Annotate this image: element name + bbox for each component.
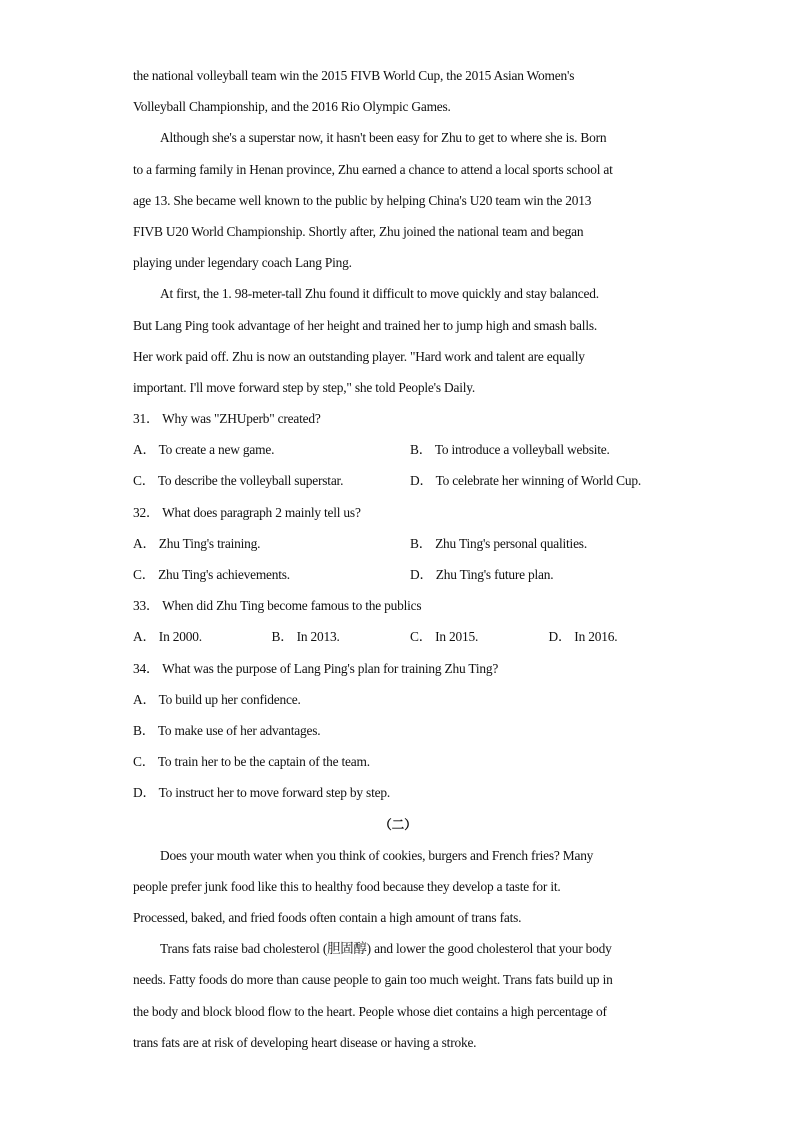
- text-line: Processed, baked, and fried foods often contain a high amount of trans fats.: [133, 910, 522, 926]
- text-line: Trans fats raise bad cholesterol (胆固醇) and lower the good cholesterol that your body: [160, 941, 612, 957]
- text-line: important. I'll move forward step by step," she told People's Daily.: [133, 379, 476, 395]
- text-line: Although she's a superstar now, it hasn't been easy for Zhu to get to where she is. Born: [160, 130, 607, 146]
- passage-2: [133, 840, 663, 1058]
- text-line: the body and block blood flow to the heart. People whose diet contains a high percentage of: [133, 1003, 607, 1019]
- question-stem: 34． What was the purpose of Lang Ping's plan for training Zhu Ting?: [133, 660, 499, 676]
- text-line: FIVB U20 World Championship. Shortly after, Zhu joined the national team and began: [133, 223, 584, 239]
- text-line: Does your mouth water when you think of cookies, burgers and French fries? Many: [160, 847, 594, 863]
- option-a: A． To build up her confidence.: [133, 691, 301, 707]
- text-line: Her work paid off. Zhu is now an outstanding player. "Hard work and talent are equally: [133, 348, 585, 364]
- text-line: the national volleyball team win the 2015 FIVB World Cup, the 2015 Asian Women's: [133, 68, 575, 83]
- question-stem: 33． When did Zhu Ting become famous to the publics: [133, 598, 422, 614]
- option-c: C． Zhu Ting's achievements.: [133, 567, 290, 582]
- options-row: [133, 621, 663, 652]
- text-line: trans fats are at risk of developing heart disease or having a stroke.: [133, 1034, 477, 1050]
- passage-1: [133, 60, 663, 403]
- option-d: D． To instruct her to move forward step by step.: [133, 785, 390, 801]
- option-c: C． To train her to be the captain of the team.: [133, 754, 370, 770]
- option-d: D． To celebrate her winning of World Cup.: [410, 473, 642, 489]
- text-line: At first, the 1. 98-meter-tall Zhu found it difficult to move quickly and stay balanced.: [160, 286, 599, 302]
- section-title: （二）: [379, 816, 417, 832]
- text-line: to a farming family in Henan province, Zhu earned a chance to attend a local sports school at: [133, 161, 613, 177]
- question-stem: 31． Why was "ZHUperb" created?: [133, 411, 321, 427]
- option-a: A． Zhu Ting's training.: [133, 535, 261, 551]
- question-31: [133, 403, 663, 497]
- text-line: playing under legendary coach Lang Ping.: [133, 255, 352, 271]
- options-row: [133, 465, 663, 496]
- option-d: D． In 2016.: [548, 629, 618, 645]
- document-page: [133, 60, 663, 1058]
- option-b: B． Zhu Ting's personal qualities.: [410, 535, 587, 551]
- option-a: A． To create a new game.: [133, 442, 275, 458]
- options-row: [133, 528, 663, 559]
- options-row: [133, 559, 663, 590]
- text-line: age 13. She became well known to the public by helping China's U20 team win the 2013: [133, 192, 592, 208]
- option-b: B． To introduce a volleyball website.: [410, 442, 610, 458]
- options-row: [133, 434, 663, 465]
- text-line: Volleyball Championship, and the 2016 Rio Olympic Games.: [133, 99, 451, 115]
- option-a: A． In 2000.: [133, 629, 202, 645]
- text-line: But Lang Ping took advantage of her height and trained her to jump high and smash balls.: [133, 317, 597, 333]
- option-c: C． To describe the volleyball superstar.: [133, 473, 344, 489]
- question-stem: 32． What does paragraph 2 mainly tell us?: [133, 504, 361, 520]
- question-34: [133, 653, 663, 809]
- option-b: B． To make use of her advantages.: [133, 722, 321, 738]
- text-line: needs. Fatty foods do more than cause people to gain too much weight. Trans fats build up in: [133, 972, 613, 988]
- text-line: people prefer junk food like this to healthy food because they develop a taste for it.: [133, 878, 561, 894]
- question-33: [133, 590, 663, 652]
- option-c: C． In 2015.: [410, 629, 479, 645]
- option-d: D． Zhu Ting's future plan.: [410, 567, 554, 582]
- option-b: B． In 2013.: [271, 629, 340, 645]
- question-32: [133, 497, 663, 591]
